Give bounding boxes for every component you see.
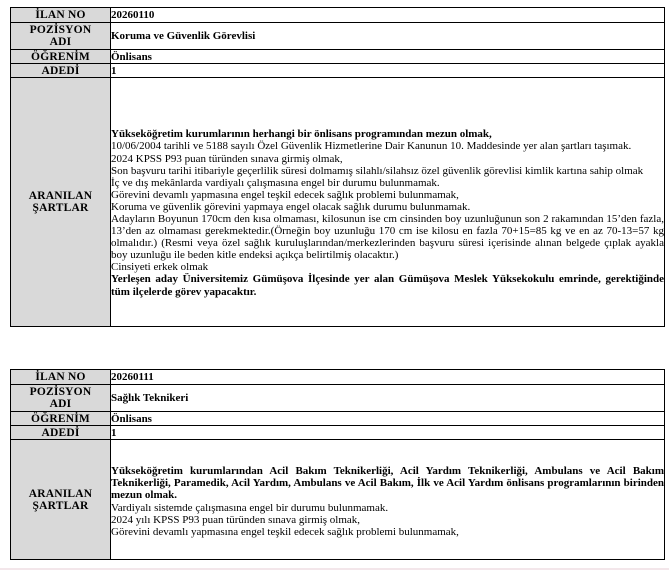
conditions-cell bbox=[111, 440, 665, 560]
job-listing-table bbox=[10, 7, 665, 327]
condition-item: 2024 yılı KPSS P93 puan türünden sınava girmiş olmak, bbox=[111, 513, 361, 526]
pozisyon-label bbox=[11, 23, 111, 50]
job-listing-table bbox=[10, 369, 665, 560]
sartlar-label bbox=[11, 440, 111, 560]
sartlar-label-line1: ARANILAN bbox=[28, 190, 93, 202]
condition-item: Cinsiyeti erkek olmak bbox=[111, 261, 209, 274]
condition-item: Yükseköğretim kurumlarından Acil Bakım Teknikerliği, Acil Yardım Teknikerliği, Ambulans ve Acil Bakım Teknikerliği, Paramedik, Acil Yardım, Ambulans ve Acil Bakım, İlk ve Acil Yardım önlisans programlarının birinden mezun olmak. bbox=[111, 465, 664, 502]
ogrenim-label: ÖĞRENİM bbox=[11, 412, 111, 426]
sartlar-label-line2: ŞARTLAR bbox=[32, 202, 89, 214]
ogrenim-value: Önlisans bbox=[111, 412, 665, 426]
condition-item: İç ve dış mekânlarda vardiyalı çalışmasına engel bir durumu bulunmamak. bbox=[111, 176, 440, 189]
conditions-cell bbox=[111, 78, 665, 327]
condition-item: Vardiyalı sistemde çalışmasına engel bir durumu bulunmamak. bbox=[111, 501, 389, 514]
condition-item: 10/06/2004 tarihli ve 5188 sayılı Özel Güvenlik Hizmetlerine Dair Kanunun 10. Maddesinde yer alan şartları taşımak. bbox=[111, 140, 632, 153]
pozisyon-label-line2: ADI bbox=[49, 36, 72, 48]
ilan-no-value: 20260111 bbox=[111, 370, 665, 385]
condition-item: Koruma ve güvenlik görevini yapmaya engel olacak sağlık durumu bulunmamak. bbox=[111, 200, 471, 213]
sartlar-label-line1: ARANILAN bbox=[28, 487, 93, 500]
condition-item: 2024 KPSS P93 puan türünden sınava girmiş olmak, bbox=[111, 152, 343, 165]
adedi-label: ADEDİ bbox=[11, 426, 111, 440]
condition-item: Adayların Boyunun 170cm den kısa olmaması, kilosunun ise cm cinsinden boy uzunluğunun son 2 rakamından 15’den fazla, 13’den az olmaması gerekmektedir.(Örneğin boy uzunluğu 170 cm ise kilosu en fazla 70+15=85 kg ve en az 70-13=57 kg olmalıdır.) (Resmi veya özel sağlık kuruluşlarından/merkezlerinden başvuru süresi içerisinde alınan belgede çıplak ayakla boy uzunluğu ile beden kitle endeksi açıkça belirtilmiş olacaktır.) bbox=[111, 213, 664, 262]
pozisyon-value: Sağlık Teknikeri bbox=[111, 385, 665, 412]
ilan-no-label: İLAN NO bbox=[11, 370, 111, 385]
ogrenim-value: Önlisans bbox=[111, 50, 665, 64]
pozisyon-label bbox=[11, 385, 111, 412]
condition-item: Görevini devamlı yapmasına engel teşkil edecek sağlık problemi bulunmamak, bbox=[111, 525, 459, 538]
pozisyon-value: Koruma ve Güvenlik Görevlisi bbox=[111, 23, 665, 50]
adedi-value: 1 bbox=[111, 426, 665, 440]
pozisyon-label-line1: POZİSYON bbox=[29, 386, 92, 398]
condition-item: Yerleşen aday Üniversitemiz Gümüşova İlçesinde yer alan Gümüşova Meslek Yüksekokulu emrinde, gerektiğinde tüm ilçelerde görev yapacaktır. bbox=[111, 273, 664, 298]
condition-item: Son başvuru tarihi itibariyle geçerlilik süresi dolmamış silahlı/silahsız özel güvenlik görevlisi kimlik kartına sahip olmak bbox=[111, 164, 644, 177]
adedi-label: ADEDİ bbox=[11, 64, 111, 78]
ogrenim-label: ÖĞRENİM bbox=[11, 50, 111, 64]
condition-item: Yükseköğretim kurumlarının herhangi bir önlisans programından mezun olmak, bbox=[111, 128, 492, 141]
sartlar-label bbox=[11, 78, 111, 327]
pozisyon-label-line2: ADI bbox=[49, 398, 72, 410]
pozisyon-label-line1: POZİSYON bbox=[29, 24, 92, 36]
adedi-value: 1 bbox=[111, 64, 665, 78]
condition-item: Görevini devamlı yapmasına engel teşkil edecek sağlık problemi bulunmamak, bbox=[111, 188, 459, 201]
sartlar-label-line2: ŞARTLAR bbox=[32, 499, 89, 512]
ilan-no-value: 20260110 bbox=[111, 8, 665, 23]
ilan-no-label: İLAN NO bbox=[11, 8, 111, 23]
